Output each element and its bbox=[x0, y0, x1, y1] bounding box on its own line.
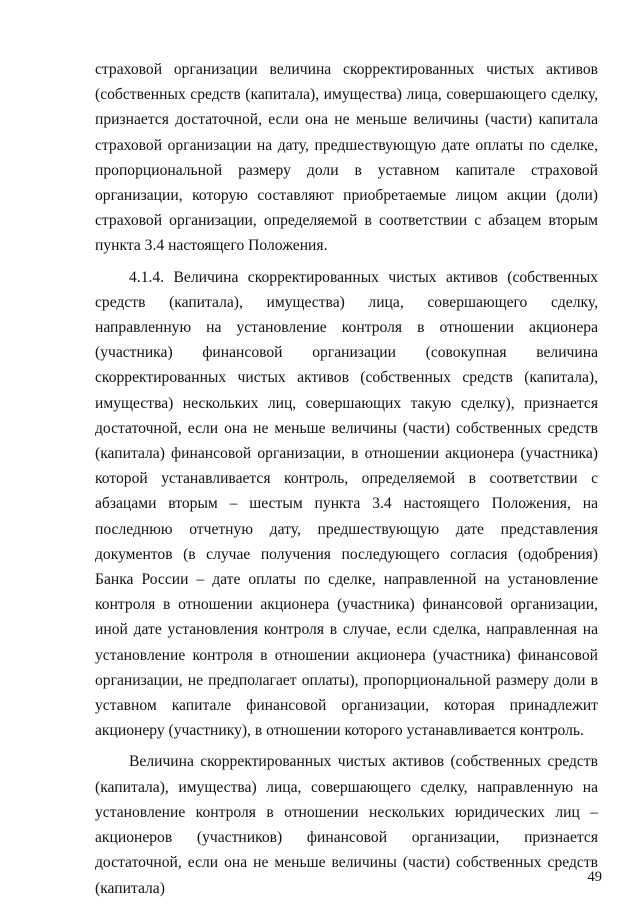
page-number: 49 bbox=[587, 869, 602, 885]
paragraph-clause-4-1-4: 4.1.4. Величина скорректированных чистых активов (собственных средств (капитала), имущества) лица, совершающего сделку, направленную на установление контроля в отношении акционера (участника) финансовой организации (совокупная величина скорректированных чистых активов (собственных средств (капитала), имущества) нескольких лиц, совершающих такую сделку), признается достаточной, если она не меньше величины (части) собственных средств (капитала) финансовой организации, в отношении акционера (участника) которой устанавливается контроль, определяемой в соответствии с абзацами вторым – шестым пункта 3.4 настоящего Положения, на последнюю отчетную дату, предшествующую дате представления документов (в случае получения последующего согласия (одобрения) Банка России – дате оплаты по сделке, направленной на установление контроля в отношении акционера (участника) финансовой организации, иной дате установления контроля в случае, если сделка, направленная на установление контроля в отношении акционера (участника) финансовой организации, не предполагает оплаты), пропорциональной размеру доли в уставном капитале финансовой организации, которая принадлежит акционеру (участнику), в отношении которого устанавливается контроль. bbox=[95, 268, 598, 740]
paragraph-continuation: страховой организации величина скорректированных чистых активов (собственных средств (капитала), имущества) лица, совершающего сделку, признается достаточной, если она не меньше величины (части) капитала страховой организации на дату, предшествующую дате оплаты по сделке, пропорциональной размеру доли в уставном капитале страховой организации, которую составляют приобретаемые лицом акции (доли) страховой организации, определяемой в соответствии с абзацем вторым пункта 3.4 настоящего Положения. bbox=[95, 61, 598, 255]
document-body bbox=[95, 57, 598, 901]
paragraph-adjusted-net-assets: Величина скорректированных чистых активов (собственных средств (капитала), имущества) лица, совершающего сделку, направленную на установление контроля в отношении нескольких юридических лиц – акционеров (участников) финансовой организации, признается достаточной, если она не меньше величины (части) собственных средств (капитала) bbox=[95, 753, 598, 897]
